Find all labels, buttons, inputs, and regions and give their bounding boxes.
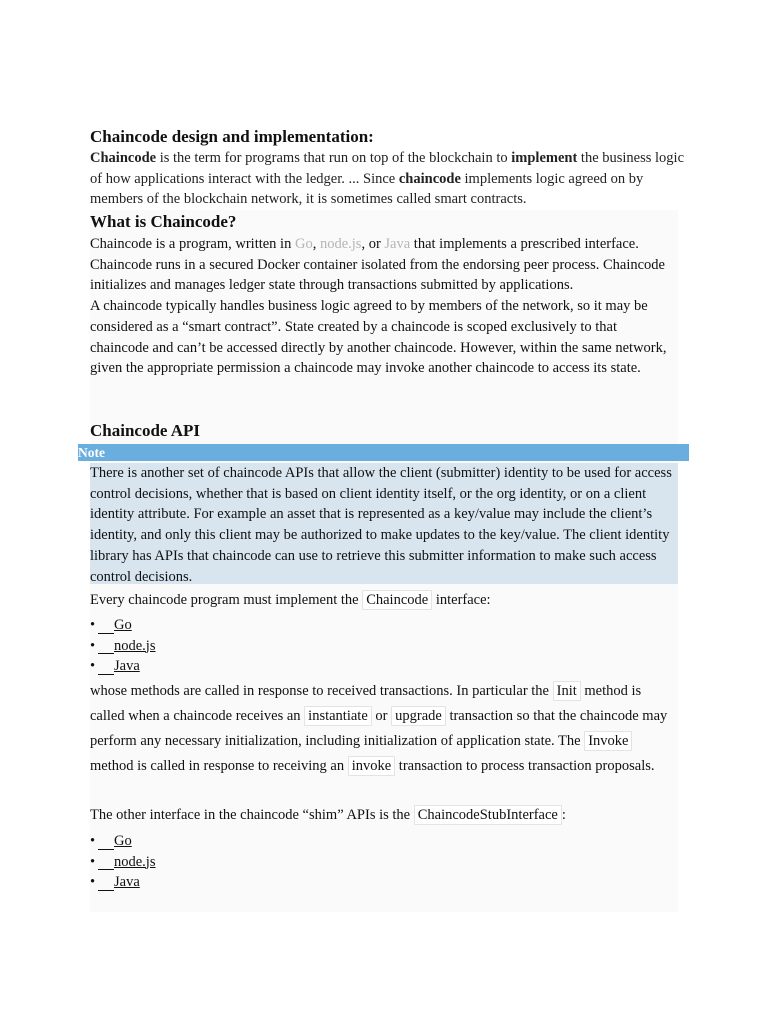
intro-text-3: implements logic agreed on by members of the blockchain network, it is sometimes called smart contracts. <box>90 170 644 207</box>
note-label: Note <box>78 445 105 460</box>
intro-section <box>90 126 686 210</box>
note-body <box>90 463 678 584</box>
bullet-icon: • <box>90 853 96 870</box>
bullet-icon: • <box>90 637 96 654</box>
code-init: Init <box>553 681 581 701</box>
intro-strong-chaincode: Chaincode <box>90 150 157 166</box>
bullet-icon: • <box>90 833 96 849</box>
intro-paragraph <box>90 148 686 210</box>
methods-paragraph <box>90 679 678 779</box>
chaincode-interface-links <box>90 615 155 677</box>
code-instantiate: instantiate <box>304 706 372 726</box>
code-invoke-method: Invoke <box>584 731 632 751</box>
bullet-icon: • <box>90 658 96 674</box>
list-item <box>90 656 155 677</box>
link-nodejs-shim[interactable]: node.js <box>98 852 155 873</box>
every-text-b: interface: <box>432 592 491 608</box>
methods-text-d: transaction so that the chaincode may perform any necessary initialization, including initialization of application state. The <box>90 708 668 749</box>
other-paragraph <box>90 805 678 826</box>
list-item <box>90 852 155 873</box>
link-nodejs-chaincode[interactable]: node.js <box>98 636 155 657</box>
methods-text-f: transaction to process transaction proposals. <box>395 758 655 774</box>
other-interface-paragraph <box>90 805 678 826</box>
what-p1-text-b: that implements a prescribed interface. Chaincode runs in a secured Docker container isolated from the endorsing peer process. Chaincode initializes and manages ledger state through transactions submitted by applications. <box>90 236 665 294</box>
code-chaincode: Chaincode <box>362 590 432 610</box>
other-text-a: The other interface in the chaincode “shim” APIs is the <box>90 807 414 823</box>
what-p1-text-a: Chaincode is a program, written in <box>90 236 295 252</box>
list-item <box>90 615 155 636</box>
methods-text-e: method is called in response to receiving an <box>90 758 348 774</box>
intro-text-1: is the term for programs that run on top of the blockchain to <box>156 150 512 166</box>
intro-strong-implement: implement <box>511 150 578 166</box>
list-item <box>90 636 155 657</box>
methods-paragraph-block <box>90 679 678 779</box>
chaincode-api-heading: Chaincode API <box>90 421 201 440</box>
nodejs-link[interactable]: node.js <box>319 236 362 252</box>
methods-text-a: whose methods are called in response to received transactions. In particular the <box>90 683 553 699</box>
every-chaincode-paragraph <box>90 590 678 611</box>
list-item <box>90 872 155 893</box>
methods-text-b: method is called when a chaincode receives an <box>90 683 642 724</box>
link-go-chaincode[interactable]: Go <box>98 615 132 636</box>
what-is-chaincode-body <box>90 234 678 379</box>
every-text-a: Every chaincode program must implement the <box>90 592 363 608</box>
code-upgrade: upgrade <box>391 706 446 726</box>
link-go-shim[interactable]: Go <box>98 831 132 852</box>
what-is-chaincode-heading: What is Chaincode? <box>90 212 237 231</box>
methods-text-c: or <box>371 708 392 724</box>
list-item <box>90 831 155 852</box>
go-link[interactable]: Go <box>294 236 313 252</box>
bullet-icon: • <box>90 617 96 633</box>
intro-strong-chaincode-2: chaincode <box>398 170 461 187</box>
note-header <box>78 444 689 461</box>
page-title: Chaincode design and implementation: <box>90 127 374 146</box>
intro-text-2: the business logic of how applications interact with the ledger. ... Since <box>90 150 685 187</box>
shim-interface-links <box>90 831 155 893</box>
link-java-chaincode[interactable]: Java <box>98 656 140 677</box>
code-chaincodestubinterface: ChaincodeStubInterface <box>414 805 562 825</box>
what-paragraph-2: A chaincode typically handles business logic agreed to by members of the network, so it may be considered as a “smart contract”. State created by a chaincode is scoped exclusively to that chaincode and can’t be accessed directly by another chaincode. However, within the same network, given the appropriate permission a chaincode may invoke another chaincode to access its state. <box>90 298 667 377</box>
what-paragraph-1 <box>90 234 678 296</box>
comma-1: , <box>312 236 320 252</box>
java-link[interactable]: Java <box>384 236 411 252</box>
every-paragraph <box>90 590 678 611</box>
bullet-icon: • <box>90 874 96 890</box>
comma-2: , or <box>361 236 385 252</box>
code-invoke: invoke <box>348 756 395 776</box>
link-java-shim[interactable]: Java <box>98 872 140 893</box>
other-text-b: : <box>561 807 566 823</box>
note-text: There is another set of chaincode APIs that allow the client (submitter) identity to be used for access control decisions, whether that is based on client identity itself, or the org identity, or on a client identity attribute. For example an asset that is represented as a key/value may include the client’s identity, and only this client may be authorized to make updates to the key/value. The client identity library has APIs that chaincode can use to retrieve this submitter information to make such access control decisions. <box>90 465 672 585</box>
